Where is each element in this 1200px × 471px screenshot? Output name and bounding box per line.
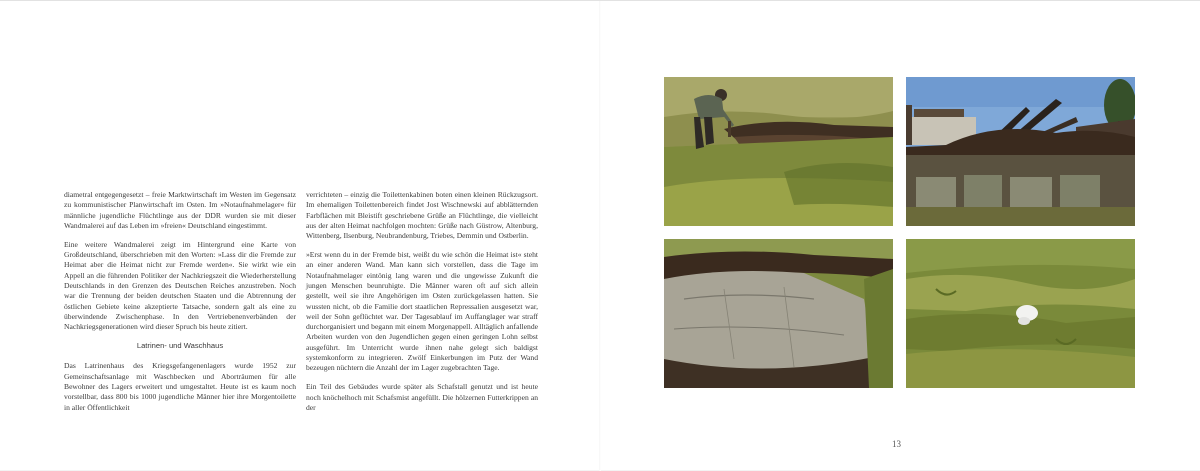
page-number: 13 bbox=[892, 439, 901, 449]
left-page bbox=[0, 1, 600, 471]
paragraph: diametral entgegengesetzt – freie Marktwirtschaft im Westen im Gegensatz zu kommunistischer Planwirtschaft im Osten. Im »Notaufnahmelager« für männliche jugendliche Flüchtlinge aus der DDR wurden sie mit dieser Wandmalerei auf das Leben im »freien« Deutschland eingestimmt. bbox=[64, 190, 296, 230]
paragraph: Das Latrinenhaus des Kriegsgefangenenlagers wurde 1952 zur Gemeinschaftsanlage mit Waschbecken und Aborträumen für alle Bewohner des Lagers erweitert und umgestaltet. Heute ist es kaum noch vorstellbar, dass 800 bis 1000 jugendliche Männer hier ihre Morgentoilette in aller Öffentlichkeit bbox=[64, 361, 296, 412]
photo-concrete-slab bbox=[664, 239, 893, 388]
text-column-2 bbox=[306, 190, 538, 422]
paragraph: Eine weitere Wandmalerei zeigt im Hintergrund eine Karte von Großdeutschland, überschrieben mit den Worten: »Lass dir die Fremde zur Heimat aber die Heimat nicht zur Fremde werden«. Sie wirkt wie ein Appell an die führenden Politiker der Nachkriegszeit die Wiederherstellung Deutschlands in den Grenzen des Deutschen Reiches anzustreben. Noch war die Trennung der beiden deutschen Staaten und die Abtrennung der östlichen Gebiete keine akzeptierte Tatsache, sondern galt als eine zu überwindende Zwischenphase. In den Vertriebenenverbänden der Nachkriegsgenerationen wird dieser Spruch bis heute zitiert. bbox=[64, 239, 296, 332]
paragraph: »Erst wenn du in der Fremde bist, weißt du wie schön die Heimat ist« steht an einer anderen Wand. Man kann sich vorstellen, dass die Tage im Notaufnahmelager eintönig lang waren und die ungewisse Zukunft die jungen Menschen beunruhigte. Die Männer waren oft auf sich allein gestellt, weil sie ihre Angehörigen im Osten zurückgelassen hatten. Sie wussten nicht, ob die Familie dort staatlichen Repressalien ausgesetzt war, weil der Sohn geflüchtet war. Der Tagesablauf im Auffanglager war straff durchorganisiert und begann mit einem Morgenappell. Alltäglich anfallende Arbeiten wurden von den Jugendlichen gegen einen geringen Lohn selbst ausgeführt. Im Unterricht wurde ihnen nahe gelegt sich baldigst systemkonform zu integrieren. Zwölf Einkerbungen im Putz der Wand bezeugen nüchtern die Anzahl der im Lager zugebrachten Tage. bbox=[306, 250, 538, 373]
paragraph: verrichteten – einzig die Toilettenkabinen boten einen kleinen Rückzugsort. Im ehemaligen Toilettenbereich findet Jost Wischnewski auf abblätternden Farbflächen mit Bleistift geschriebene Grüße an Flüchtlinge, die vielleicht aus der alten Heimat nachfolgen mochten: Grüße nach Güstrow, Altenburg, Wittenberg, Ilsenburg, Neubrandenburg, Triebes, Demmin und Ostberlin. bbox=[306, 190, 538, 241]
text-column-1 bbox=[64, 190, 296, 421]
paragraph: Ein Teil des Gebäudes wurde später als Schafstall genutzt und ist heute noch knöchelhoch mit Schafsmist angefüllt. Die hölzernen Futterkrippen an der bbox=[306, 382, 538, 412]
section-heading: Latrinen- und Waschhaus bbox=[136, 341, 224, 351]
photo-man-digging bbox=[664, 77, 893, 226]
photo-ruin-sky bbox=[906, 77, 1135, 226]
right-page bbox=[600, 1, 1200, 471]
photo-white-object bbox=[906, 239, 1135, 388]
